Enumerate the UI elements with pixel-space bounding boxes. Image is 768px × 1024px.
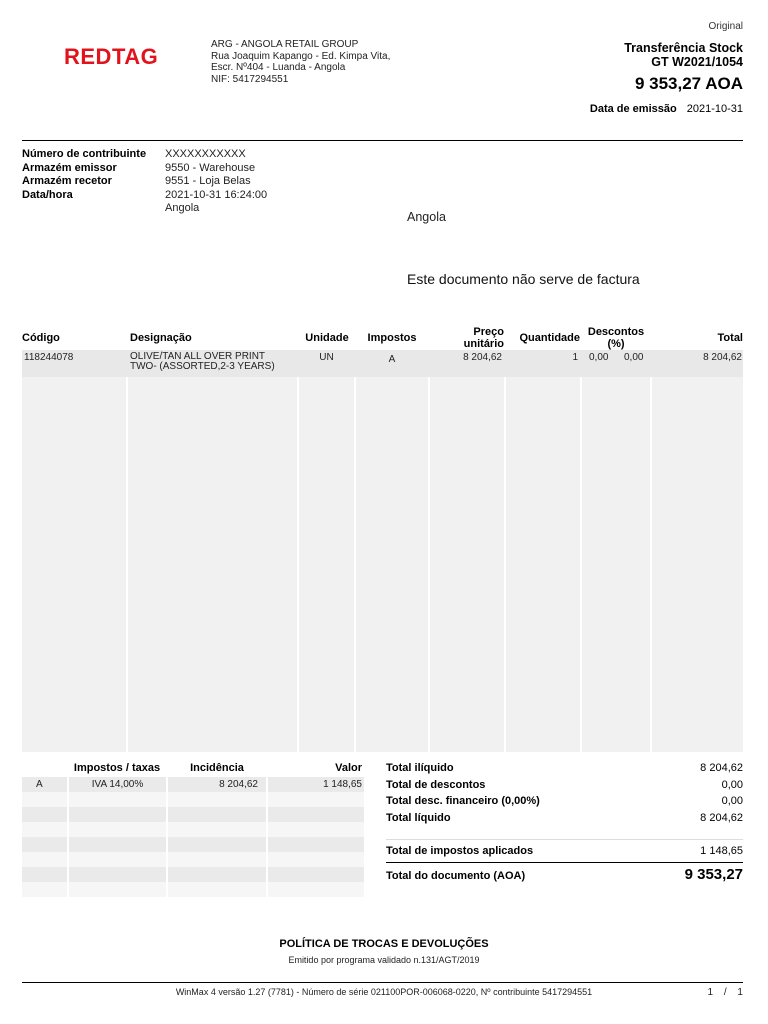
total-impostos-label: Total de impostos aplicados bbox=[386, 845, 534, 857]
col-codigo: Código bbox=[22, 332, 60, 344]
total-documento-value: 9 353,27 bbox=[684, 866, 743, 883]
meta-label bbox=[22, 202, 165, 216]
line-desconto-2: 0,00 bbox=[624, 352, 644, 363]
meta-row bbox=[22, 148, 267, 162]
meta-row bbox=[22, 202, 267, 216]
header-divider bbox=[22, 140, 743, 141]
line-preco: 8 204,62 bbox=[463, 352, 502, 363]
tax-col-incidencia: Incidência bbox=[190, 762, 244, 774]
lines-col-bg bbox=[582, 350, 650, 752]
lines-col-bg bbox=[356, 350, 428, 752]
tax-code: A bbox=[36, 779, 43, 790]
tax-col-sep bbox=[266, 777, 268, 897]
meta-block bbox=[22, 148, 267, 216]
redtag-logo: REDTAG bbox=[64, 44, 159, 69]
tax-col-valor: Valor bbox=[335, 762, 362, 774]
col-preco bbox=[430, 326, 504, 350]
meta-value: 2021-10-31 16:24:00 bbox=[165, 188, 268, 201]
meta-row bbox=[22, 189, 267, 203]
tax-col-taxa: Impostos / taxas bbox=[73, 762, 161, 774]
total-liquido-value: 8 204,62 bbox=[700, 811, 743, 824]
lines-col-bg bbox=[299, 350, 354, 752]
document-type: Transferência Stock bbox=[624, 41, 743, 55]
tax-col-sep bbox=[166, 777, 168, 897]
grand-total-divider bbox=[386, 862, 743, 863]
total-descontos-row bbox=[386, 779, 743, 796]
issue-date-row bbox=[590, 103, 743, 115]
col-impostos: Impostos bbox=[367, 332, 417, 344]
footer-divider bbox=[22, 982, 743, 983]
software-certification: Emitido por programa validado n.131/AGT/2019 bbox=[288, 955, 480, 965]
company-block bbox=[211, 39, 390, 85]
meta-row bbox=[22, 175, 267, 189]
line-codigo: 118244078 bbox=[24, 352, 74, 363]
col-quantidade: Quantidade bbox=[519, 332, 580, 344]
meta-label: Número de contribuinte bbox=[22, 148, 147, 160]
totals-divider bbox=[386, 839, 743, 840]
company-address-2: Escr. Nº404 - Luanda - Angola bbox=[211, 62, 346, 73]
line-total: 8 204,62 bbox=[703, 352, 742, 363]
line-unidade: UN bbox=[319, 352, 334, 363]
line-designacao-2: TWO- (ASSORTED,2-3 YEARS) bbox=[130, 361, 275, 372]
col-designacao: Designação bbox=[130, 332, 192, 344]
not-invoice-notice: Este documento não serve de factura bbox=[407, 271, 640, 287]
meta-row bbox=[22, 162, 267, 176]
tax-name: IVA 14,00% bbox=[91, 779, 144, 790]
document-number: GT W2021/1054 bbox=[651, 55, 743, 69]
meta-value: Angola bbox=[165, 202, 200, 214]
recipient-country: Angola bbox=[407, 210, 446, 224]
col-descontos bbox=[582, 326, 650, 350]
total-impostos-row bbox=[386, 845, 743, 857]
col-descontos-line2: (%) bbox=[607, 338, 625, 350]
tax-incidencia: 8 204,62 bbox=[219, 779, 258, 790]
col-descontos-line1: Descontos bbox=[587, 326, 645, 338]
meta-value: XXXXXXXXXXX bbox=[165, 148, 246, 160]
lines-col-bg bbox=[128, 350, 297, 752]
software-info: WinMax 4 versão 1.27 (7781) - Número de série 021100POR-006068-0220, Nº contribuinte 5417294551 bbox=[175, 987, 593, 997]
meta-label: Data/hora bbox=[22, 188, 73, 201]
total-descontos-label: Total de descontos bbox=[386, 778, 486, 791]
company-nif: NIF: 5417294551 bbox=[211, 73, 289, 85]
total-iliquido-row bbox=[386, 762, 743, 779]
total-iliquido-value: 8 204,62 bbox=[700, 762, 743, 774]
total-financeiro-label: Total desc. financeiro (0,00%) bbox=[386, 795, 540, 807]
tax-valor: 1 148,65 bbox=[323, 779, 362, 790]
tax-col-sep bbox=[67, 777, 69, 897]
meta-value: 9551 - Loja Belas bbox=[165, 175, 251, 187]
totals-block bbox=[386, 762, 743, 828]
meta-value: 9550 - Warehouse bbox=[165, 161, 256, 174]
lines-col-bg bbox=[430, 350, 504, 752]
meta-label: Armazém recetor bbox=[22, 175, 112, 187]
page-number: 1 / 1 bbox=[707, 987, 743, 998]
company-address-1: Rua Joaquim Kapango - Ed. Kimpa Vita, bbox=[211, 50, 391, 62]
line-quantidade: 1 bbox=[572, 352, 578, 363]
copy-label: Original bbox=[708, 21, 743, 32]
total-financeiro-row bbox=[386, 795, 743, 812]
issue-date-label: Data de emissão bbox=[589, 103, 677, 115]
document-total-header: 9 353,27 AOA bbox=[634, 74, 743, 93]
total-impostos-value: 1 148,65 bbox=[700, 845, 743, 857]
total-documento-row bbox=[386, 866, 743, 883]
lines-col-bg bbox=[506, 350, 580, 752]
line-designacao bbox=[130, 352, 275, 372]
return-policy-title: POLÍTICA DE TROCAS E DEVOLUÇÕES bbox=[279, 938, 489, 950]
line-designacao-1: OLIVE/TAN ALL OVER PRINT bbox=[130, 351, 266, 362]
lines-col-bg bbox=[652, 350, 743, 752]
col-unidade: Unidade bbox=[305, 332, 349, 344]
meta-label: Armazém emissor bbox=[22, 161, 117, 174]
line-impostos: A bbox=[388, 354, 396, 365]
company-name: ARG - ANGOLA RETAIL GROUP bbox=[211, 39, 359, 50]
total-documento-label: Total do documento (AOA) bbox=[386, 869, 526, 882]
total-iliquido-label: Total ilíquido bbox=[386, 762, 454, 774]
total-descontos-value: 0,00 bbox=[721, 778, 743, 791]
total-liquido-row bbox=[386, 812, 743, 829]
col-preco-line2: unitário bbox=[463, 338, 504, 350]
issue-date-value: 2021-10-31 bbox=[686, 103, 743, 115]
col-preco-line1: Preço bbox=[473, 326, 504, 338]
col-total: Total bbox=[717, 332, 743, 344]
total-financeiro-value: 0,00 bbox=[721, 795, 743, 807]
lines-col-bg bbox=[22, 350, 126, 752]
line-desconto-1: 0,00 bbox=[589, 352, 609, 363]
tax-grid bbox=[22, 777, 364, 897]
total-liquido-label: Total líquido bbox=[386, 811, 451, 824]
